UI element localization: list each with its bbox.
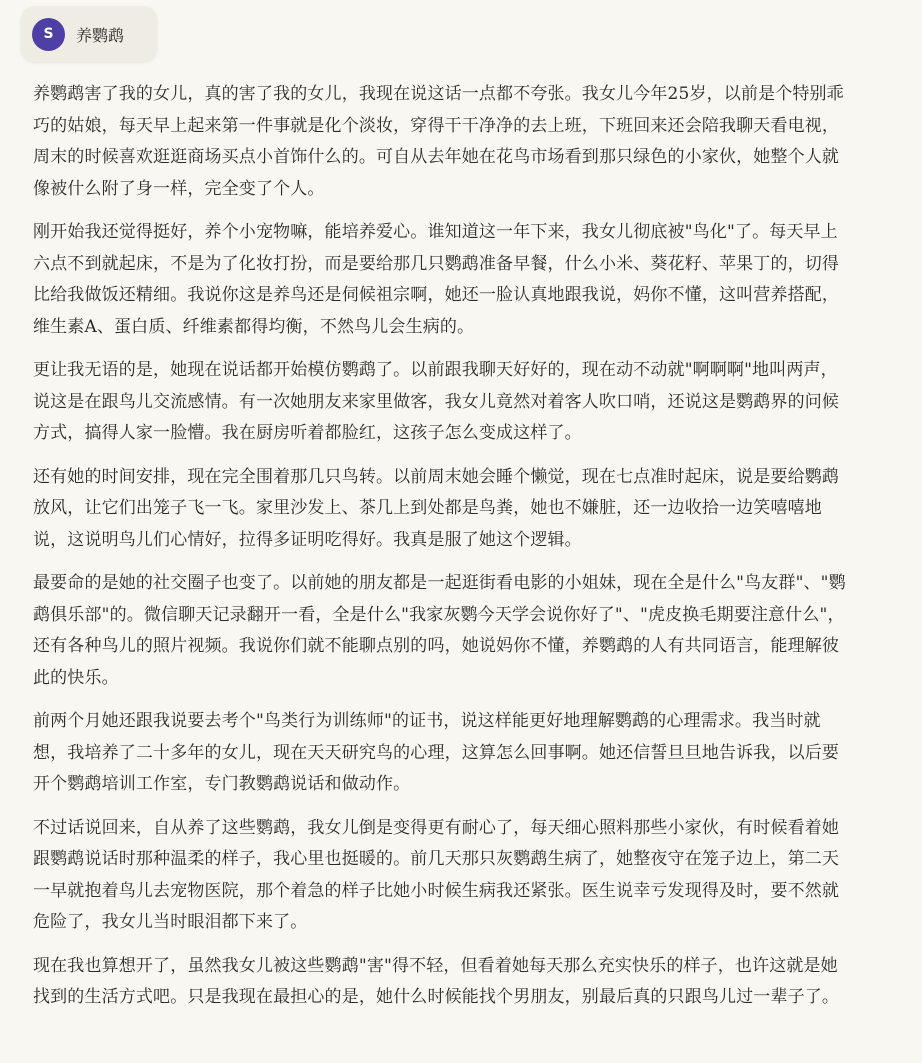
conversation-title: 养鹦鹉 [76,25,125,45]
message-paragraph: 前两个月她还跟我说要去考个"鸟类行为训练师"的证书，说这样能更好地理解鹦鹉的心理需求。我当时就想，我培养了二十多年的女儿，现在天天研究鸟的心理，这算怎么回事啊。她还信誓旦旦地告诉我，以后要开个鹦鹉培训工作室，专门教鹦鹉说话和做动作。 [33,711,840,794]
message-paragraph: 还有她的时间安排，现在完全围着那几只鸟转。以前周末她会睡个懒觉，现在七点准时起床，说是要给鹦鹉放风，让它们出笼子飞一飞。家里沙发上、茶几上到处都是鸟粪，她也不嫌脏，还一边收拾一边笑嘻嘻地说，这说明鸟儿们心情好，拉得多证明吃得好。我真是服了她这个逻辑。 [33,466,840,550]
user-avatar: S [32,18,65,51]
conversation-title-chip[interactable] [21,6,157,62]
message-paragraph: 刚开始我还觉得挺好，养个小宠物嘛，能培养爱心。谁知道这一年下来，我女儿彻底被"鸟化"了。每天早上六点不到就起床，不是为了化妆打扮，而是要给那几只鹦鹉准备早餐，什么小米、葵花籽、苹果丁的，切得比给我做饭还精细。我说你这是养鸟还是伺候祖宗啊，她还一脸认真地跟我说，妈你不懂，这叫营养搭配，维生素A、蛋白质、纤维素都得均衡，不然鸟儿会生病的。 [33,222,840,337]
message-paragraph: 最要命的是她的社交圈子也变了。以前她的朋友都是一起逛街看电影的小姐妹，现在全是什么"鸟友群"、"鹦鹉俱乐部"的。微信聊天记录翻开一看，全是什么"我家灰鹦今天学会说你好了"、"虎皮换毛期要注意什么"，还有各种鸟儿的照片视频。我说你们就不能聊点别的吗，她说妈你不懂，养鹦鹉的人有共同语言，能理解彼此的快乐。 [33,573,846,688]
message-paragraph: 不过话说回来，自从养了这些鹦鹉，我女儿倒是变得更有耐心了，每天细心照料那些小家伙，有时候看着她跟鹦鹉说话时那种温柔的样子，我心里也挺暖的。前几天那只灰鹦鹉生病了，她整夜守在笼子边上，第二天一早就抱着鸟儿去宠物医院，那个着急的样子比她小时候生病我还紧张。医生说幸亏发现得及时，要不然就危险了，我女儿当时眼泪都下来了。 [33,817,840,932]
message-paragraph: 更让我无语的是，她现在说话都开始模仿鹦鹉了。以前跟我聊天好好的，现在动不动就"啊啊啊"地叫两声，说这是在跟鸟儿交流感情。有一次她朋友来家里做客，我女儿竟然对着客人吹口哨，还说这是鹦鹉界的问候方式，搞得人家一脸懵。我在厨房听着都脸红，这孩子怎么变成这样了。 [33,360,840,443]
message-body [33,79,847,1026]
message-paragraph: 养鹦鹉害了我的女儿，真的害了我的女儿，我现在说这话一点都不夸张。我女儿今年25岁，以前是个特别乖巧的姑娘，每天早上起来第一件事就是化个淡妆，穿得干干净净的去上班，下班回来还会陪我聊天看电视，周末的时候喜欢逛逛商场买点小首饰什么的。可自从去年她在花鸟市场看到那只绿色的小家伙，她整个人就像被什么附了身一样，完全变了个人。 [33,84,844,199]
message-paragraph: 现在我也算想开了，虽然我女儿被这些鹦鹉"害"得不轻，但看着她每天那么充实快乐的样子，也许这就是她找到的生活方式吧。只是我现在最担心的是，她什么时候能找个男朋友，别最后真的只跟鸟儿过一辈子了。 [33,955,840,1007]
